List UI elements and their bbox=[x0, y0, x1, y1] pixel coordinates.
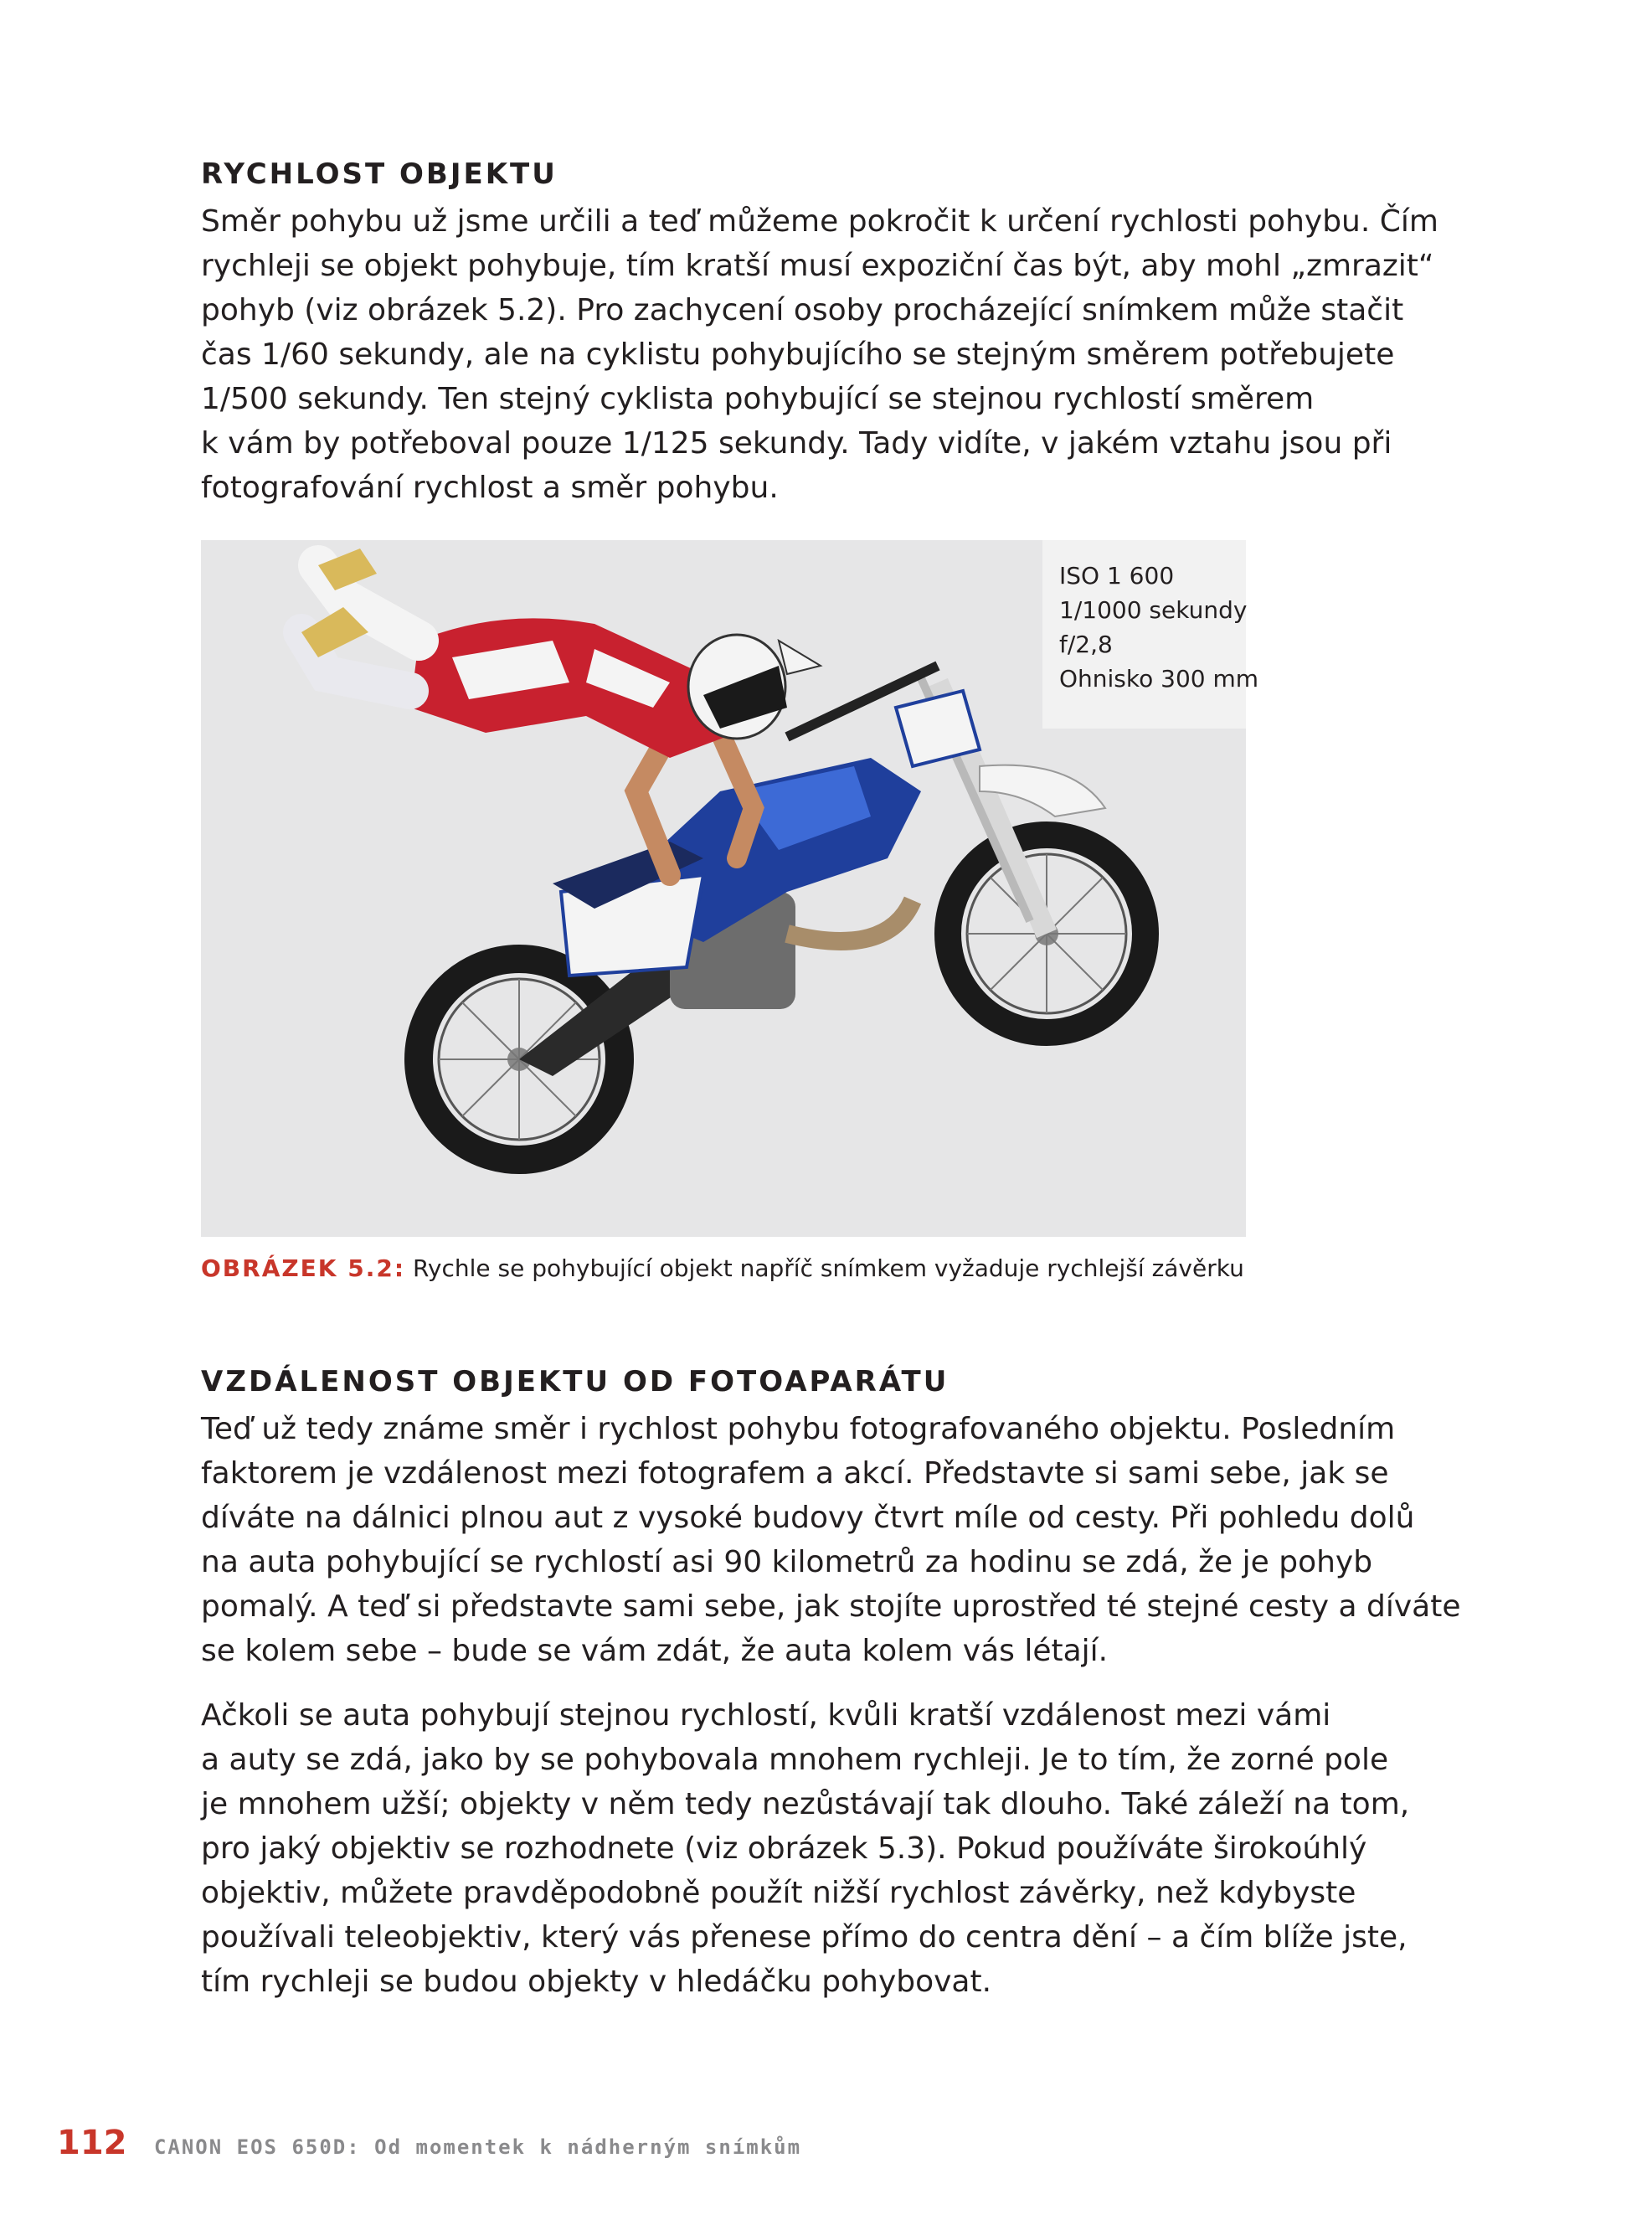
text-line: je mnohem užší; objekty v něm tedy nezůstávají tak dlouho. Také záleží na tom, bbox=[201, 1787, 1410, 1821]
text-line: a auty se zdá, jako by se pohybovala mnohem rychleji. Je to tím, že zorné pole bbox=[201, 1743, 1389, 1777]
paragraph-distance-1 bbox=[201, 1407, 1461, 1673]
exif-settings-box bbox=[1042, 540, 1259, 729]
text-line: Ačkoli se auta pohybují stejnou rychlostí, kvůli kratší vzdálenost mezi vámi bbox=[201, 1698, 1331, 1733]
running-title: CANON EOS 650D: Od momentek k nádherným snímkům bbox=[153, 2135, 802, 2159]
text-line: fotografování rychlost a směr pohybu. bbox=[201, 471, 779, 505]
text-line: Teď už tedy známe směr i rychlost pohybu fotografovaného objektu. Posledním bbox=[201, 1412, 1396, 1446]
exif-aperture: f/2,8 bbox=[1059, 631, 1113, 658]
text-line: objektiv, můžete pravděpodobně použít nižší rychlost závěrky, než kdybyste bbox=[201, 1876, 1356, 1910]
text-line: faktorem je vzdálenost mezi fotografem a akcí. Představte si sami sebe, jak se bbox=[201, 1456, 1389, 1491]
text-line: 1/500 sekundy. Ten stejný cyklista pohybující se stejnou rychlostí směrem bbox=[201, 382, 1315, 416]
paragraph-speed bbox=[201, 199, 1438, 510]
text-line: rychleji se objekt pohybuje, tím kratší musí expoziční čas být, aby mohl „zmrazit“ bbox=[201, 249, 1434, 283]
text-line: Směr pohybu už jsme určili a teď můžeme pokročit k určení rychlosti pohybu. Čím bbox=[201, 204, 1438, 239]
caption-text: Rychle se pohybující objekt napříč snímkem vyžaduje rychlejší závěrku bbox=[405, 1254, 1244, 1282]
text-line: k vám by potřeboval pouze 1/125 sekundy. Tady vidíte, v jakém vztahu jsou při bbox=[201, 426, 1392, 461]
figure-caption bbox=[201, 1252, 1244, 1285]
text-line: pomalý. A teď si představte sami sebe, jak stojíte uprostřed té stejné cesty a díváte bbox=[201, 1589, 1461, 1624]
caption-label: OBRÁZEK 5.2: bbox=[201, 1254, 406, 1282]
exif-iso: ISO 1 600 bbox=[1059, 562, 1175, 590]
page-footer bbox=[57, 2124, 801, 2162]
page-number: 112 bbox=[57, 2124, 127, 2162]
text-line: pro jaký objektiv se rozhodnete (viz obrázek 5.3). Pokud používáte širokoúhlý bbox=[201, 1831, 1367, 1866]
section-heading-distance: VZDÁLENOST OBJEKTU OD FOTOAPARÁTU bbox=[201, 1365, 950, 1398]
text-line: pohyb (viz obrázek 5.2). Pro zachycení osoby procházející snímkem může stačit bbox=[201, 293, 1404, 327]
exif-shutter: 1/1000 sekundy bbox=[1059, 596, 1248, 624]
text-line: se kolem sebe – bude se vám zdát, že auta kolem vás létají. bbox=[201, 1634, 1109, 1668]
paragraph-distance-2 bbox=[201, 1693, 1410, 2004]
section-heading-speed: RYCHLOST OBJEKTU bbox=[201, 157, 558, 191]
text-line: díváte na dálnici plnou aut z vysoké budovy čtvrt míle od cesty. Při pohledu dolů bbox=[201, 1501, 1415, 1535]
text-line: tím rychleji se budou objekty v hledáčku pohybovat. bbox=[201, 1965, 992, 1999]
text-line: čas 1/60 sekundy, ale na cyklistu pohybujícího se stejným směrem potřebujete bbox=[201, 337, 1395, 372]
text-line: používali teleobjektiv, který vás přenese přímo do centra dění – a čím blíže jste, bbox=[201, 1920, 1408, 1955]
text-line: na auta pohybující se rychlostí asi 90 kilometrů za hodinu se zdá, že je pohyb bbox=[201, 1545, 1373, 1579]
exif-focal-length: Ohnisko 300 mm bbox=[1059, 665, 1259, 693]
